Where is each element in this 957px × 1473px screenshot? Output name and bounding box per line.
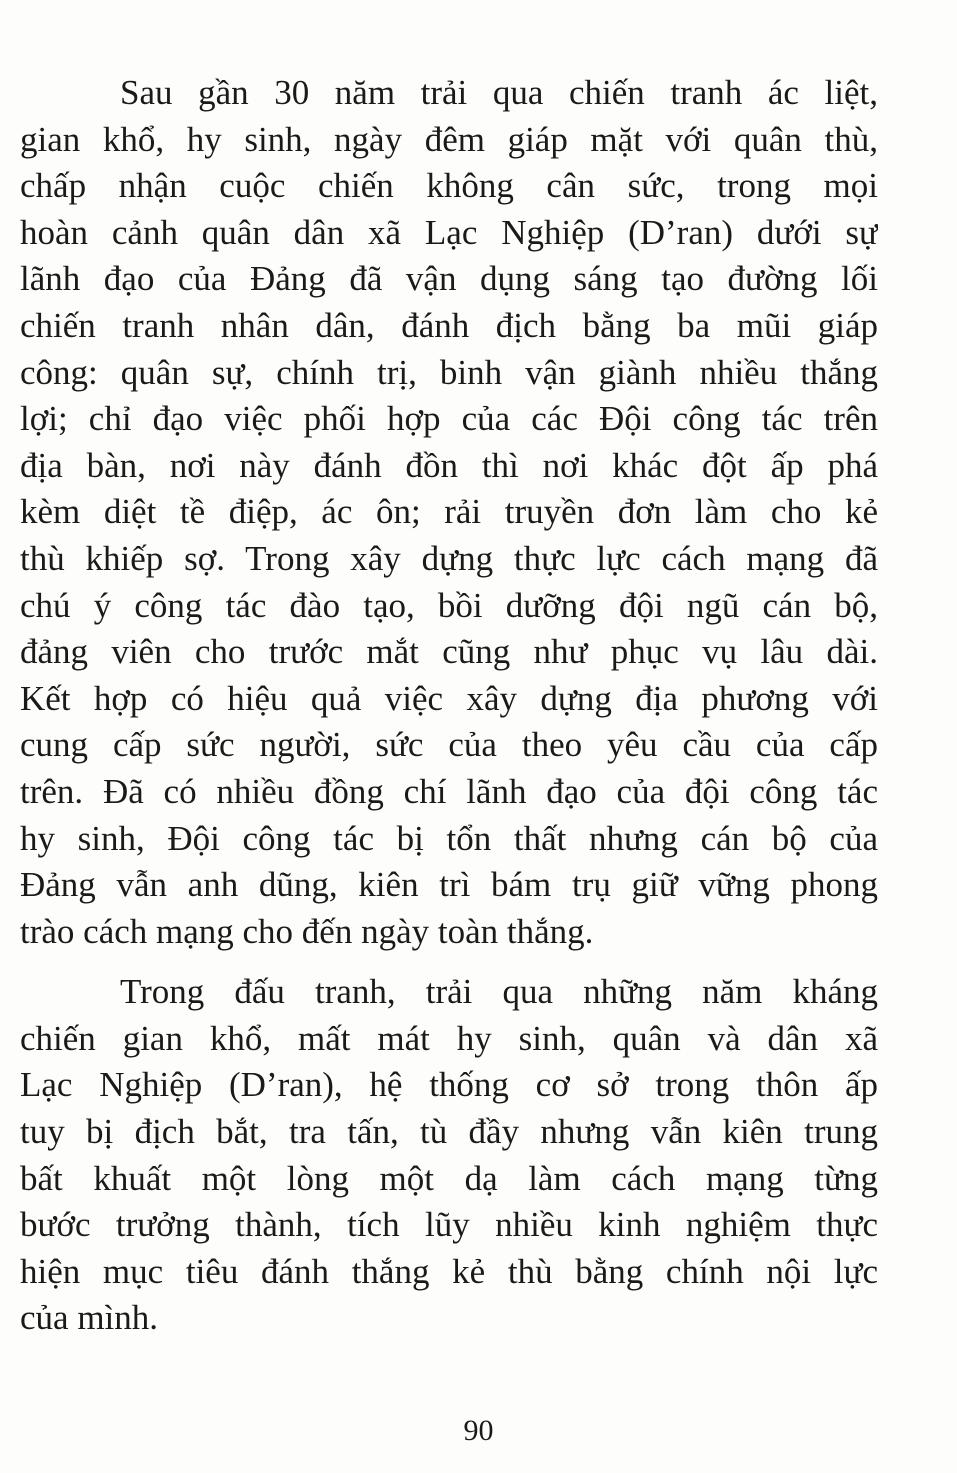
paragraph-line: thù khiếp sợ. Trong xây dựng thực lực cách mạng đã bbox=[20, 538, 878, 578]
page-number: 90 bbox=[463, 1414, 494, 1447]
paragraph-line: Kết hợp có hiệu quả việc xây dựng địa phương với bbox=[20, 678, 878, 718]
paragraph-line: bất khuất một lòng một dạ làm cách mạng từng bbox=[20, 1158, 878, 1198]
paragraph-line: chiến tranh nhân dân, đánh địch bằng ba mũi giáp bbox=[20, 305, 878, 345]
paragraph-2 bbox=[20, 969, 878, 1342]
paragraph-line: hy sinh, Đội công tác bị tổn thất nhưng cán bộ của bbox=[20, 818, 878, 858]
paragraph-line: chú ý công tác đào tạo, bồi dưỡng đội ngũ cán bộ, bbox=[20, 585, 878, 625]
paragraph-line: Trong đấu tranh, trải qua những năm kháng bbox=[120, 972, 878, 1012]
paragraph-line: hoàn cảnh quân dân xã Lạc Nghiệp (D’ran) dưới sự bbox=[20, 212, 878, 252]
paragraph-line: Lạc Nghiệp (D’ran), hệ thống cơ sở trong thôn ấp bbox=[20, 1065, 878, 1105]
paragraph-line: chấp nhận cuộc chiến không cân sức, trong mọi bbox=[20, 166, 878, 206]
paragraph-line: trào cách mạng cho đến ngày toàn thắng. bbox=[20, 911, 594, 951]
paragraph-line: địa bàn, nơi này đánh đồn thì nơi khác đột ấp phá bbox=[20, 445, 878, 485]
paragraph-line: công: quân sự, chính trị, binh vận giành nhiều thắng bbox=[20, 352, 878, 392]
paragraph-line: gian khổ, hy sinh, ngày đêm giáp mặt với quân thù, bbox=[20, 119, 878, 159]
paragraph-line: chiến gian khổ, mất mát hy sinh, quân và dân xã bbox=[20, 1018, 878, 1058]
paragraph-line: trên. Đã có nhiều đồng chí lãnh đạo của đội công tác bbox=[20, 771, 878, 811]
paragraph-line: tuy bị địch bắt, tra tấn, tù đầy nhưng vẫn kiên trung bbox=[20, 1112, 878, 1152]
body-text bbox=[20, 70, 878, 1342]
paragraph-line: đảng viên cho trước mắt cũng như phục vụ lâu dài. bbox=[20, 632, 878, 672]
paragraph-line: lợi; chỉ đạo việc phối hợp của các Đội công tác trên bbox=[20, 399, 878, 439]
paragraph-gap bbox=[20, 955, 878, 969]
paragraph-line: cung cấp sức người, sức của theo yêu cầu của cấp bbox=[20, 725, 878, 765]
paragraph-1 bbox=[20, 70, 878, 955]
paragraph-line: bước trưởng thành, tích lũy nhiều kinh nghiệm thực bbox=[20, 1205, 878, 1245]
paragraph-line: hiện mục tiêu đánh thắng kẻ thù bằng chính nội lực bbox=[20, 1251, 878, 1291]
paragraph-line: Sau gần 30 năm trải qua chiến tranh ác liệt, bbox=[120, 73, 878, 112]
paragraph-line: Đảng vẫn anh dũng, kiên trì bám trụ giữ vững phong bbox=[20, 865, 878, 905]
paragraph-line: của mình. bbox=[20, 1298, 159, 1338]
paragraph-line: lãnh đạo của Đảng đã vận dụng sáng tạo đường lối bbox=[20, 259, 878, 299]
paragraph-line: kèm diệt tề điệp, ác ôn; rải truyền đơn làm cho kẻ bbox=[20, 492, 878, 532]
